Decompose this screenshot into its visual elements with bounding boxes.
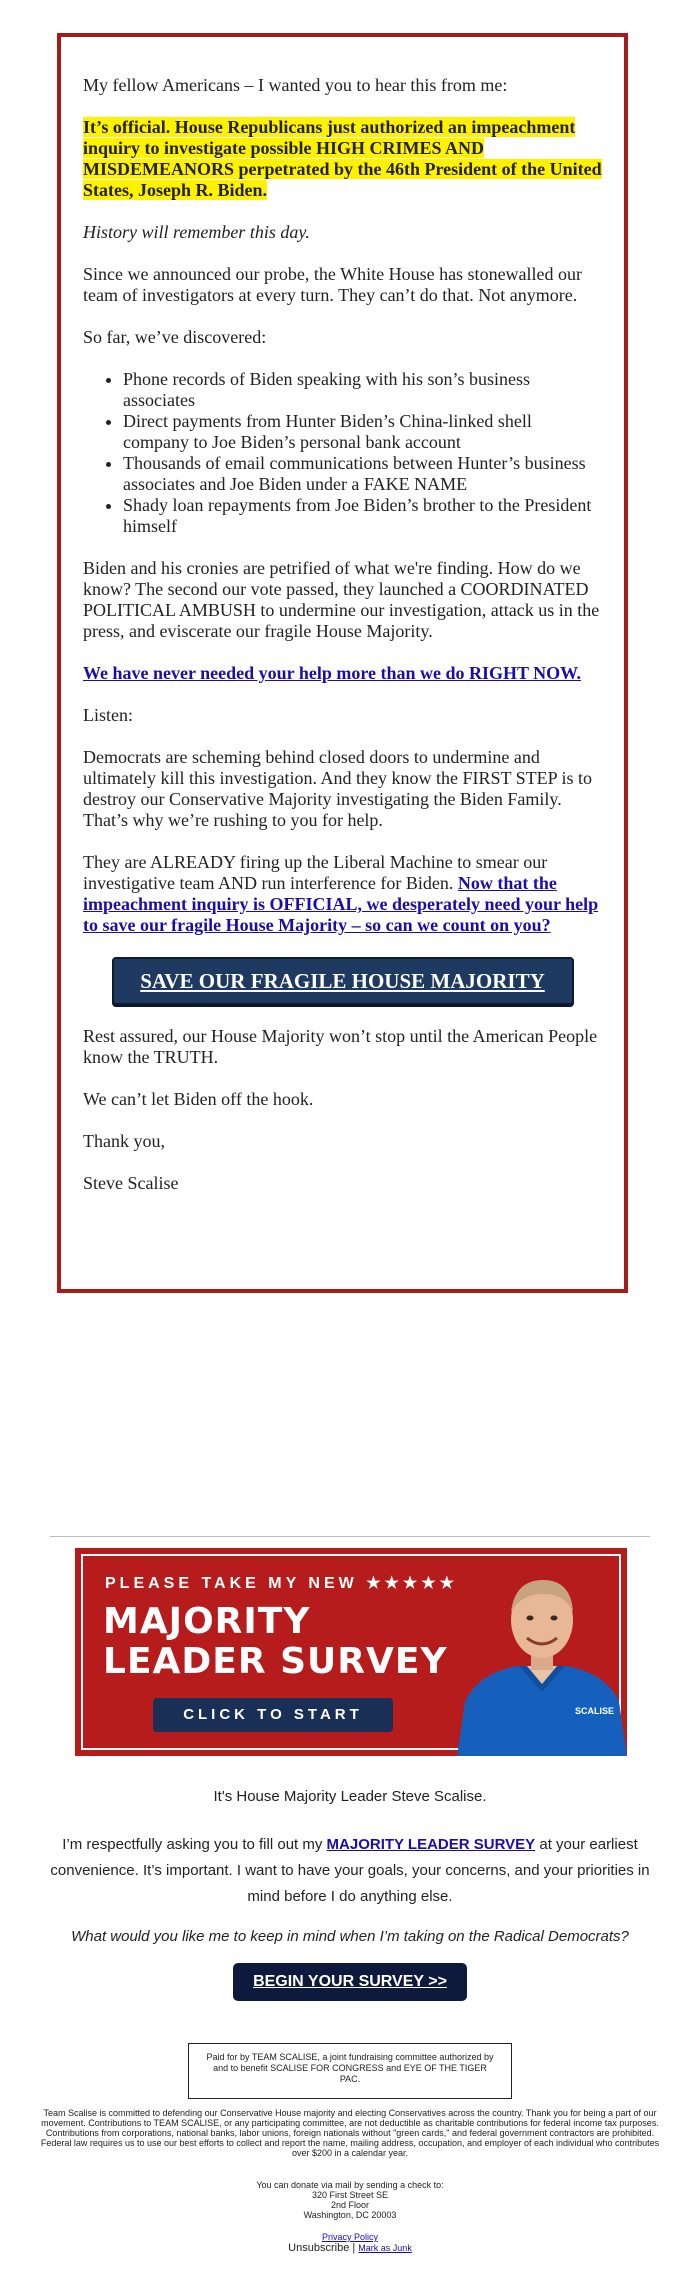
democrats-paragraph: Democrats are scheming behind closed doors to undermine and ultimately kill this investigation. And they know the FIRST STEP is to destroy our Conservative Majority investigating the Biden Family. That’s why we’re rushing to you for help. xyxy=(83,747,593,830)
findings-list xyxy=(83,369,602,537)
stonewall-paragraph: Since we announced our probe, the White House has stonewalled our team of investigators at every turn. They can’t do that. Not anymore. xyxy=(83,264,583,305)
link-separator: | xyxy=(352,2242,356,2254)
history-line: History will remember this day. xyxy=(83,222,310,242)
survey-ask-paragraph xyxy=(40,1832,660,1910)
ask-after: at your earliest convenience. It’s important. I want to have your goals, your concerns, and your priorities in mind before I do anything else. xyxy=(50,1836,650,1905)
paid-for-box: Paid for by TEAM SCALISE, a joint fundraising committee authorized by and to benefit SCALISE FOR CONGRESS and EYE OF THE TIGER PAC. xyxy=(188,2043,512,2099)
footer-links xyxy=(40,2232,660,2254)
banner-line-1: MAJORITY xyxy=(103,1601,311,1642)
banner-line-2: LEADER SURVEY xyxy=(103,1641,448,1682)
cronies-paragraph: Biden and his cronies are petrified of what we're finding. How do we know? The second our vote passed, they launched a COORDINATED POLITICAL AMBUSH to undermine our investigation, attack us in the press, and eviscerate our fragile House Majority. xyxy=(83,558,600,641)
divider xyxy=(50,1536,650,1537)
shirt-logo: SCALISE xyxy=(575,1706,615,1716)
portrait-image xyxy=(457,1562,627,1756)
banner-kicker: PLEASE TAKE MY NEW ★★★★★ xyxy=(105,1575,458,1592)
official-inquiry-link[interactable]: Now that the impeachment inquiry is OFFICIAL, we desperately need your help to save our fragile House Majority – so can we count on you? xyxy=(83,873,599,935)
banner-headline xyxy=(103,1602,448,1682)
finding-item: • Direct payments from Hunter Biden’s China-linked shell company to Joe Biden’s personal bank account xyxy=(123,411,602,453)
liberal-machine-text: They are ALREADY firing up the Liberal Machine to smear our investigative team AND run interference for Biden. xyxy=(83,852,548,893)
rest-assured-paragraph: Rest assured, our House Majority won’t stop until the American People know the TRUTH. xyxy=(83,1026,598,1067)
footer-intro: It's House Majority Leader Steve Scalise. xyxy=(213,1788,487,1805)
letter-card xyxy=(57,33,628,1293)
privacy-policy-link[interactable]: Privacy Policy xyxy=(321,2232,378,2242)
discovered-intro: So far, we’ve discovered: xyxy=(83,327,267,347)
click-to-start-button[interactable]: CLICK TO START xyxy=(153,1698,393,1732)
mark-as-junk-link[interactable]: Mark as Junk xyxy=(358,2243,412,2253)
save-majority-button[interactable]: SAVE OUR FRAGILE HOUSE MAJORITY xyxy=(112,957,574,1005)
ask-before: I’m respectfully asking you to fill out my xyxy=(62,1836,327,1853)
mail-intro: You can donate via mail by sending a check to: xyxy=(256,2180,444,2190)
listen-line: Listen: xyxy=(83,705,133,725)
address-line-3: Washington, DC 20003 xyxy=(303,2210,397,2220)
greeting: My fellow Americans – I wanted you to hear this from me: xyxy=(83,75,508,95)
liberal-machine-paragraph xyxy=(83,852,602,936)
address-line-2: 2nd Floor xyxy=(330,2200,370,2210)
survey-question: What would you like me to keep in mind when I’m taking on the Radical Democrats? xyxy=(71,1928,629,1945)
cta-wrapper xyxy=(83,957,602,1005)
legal-disclaimer: Team Scalise is committed to defending our Conservative House majority and electing Conservatives across the country. Thank you for being a part of our movement. Contributions to TEAM SCALISE, or any participating committee, are not deductible as charitable contributions for federal income tax purposes. Contributions from corporations, national banks, labor unions, foreign nationals without "green cards," and federal government contractors are prohibited. Federal law requires us to use our best efforts to collect and report the name, mailing address, occupation, and employer of each individual who contributes over $200 in a calendar year. xyxy=(40,2108,660,2158)
highlighted-headline: It’s official. House Republicans just authorized an impeachment inquiry to investigate possible HIGH CRIMES AND MISDEMEANORS perpetrated by the 46th President of the United States, Joseph R. Biden. xyxy=(83,117,602,200)
never-needed-paragraph xyxy=(83,663,602,684)
finding-item: • Phone records of Biden speaking with his son’s business associates xyxy=(123,369,602,411)
finding-item: • Shady loan repayments from Joe Biden’s brother to the President himself xyxy=(123,495,602,537)
survey-banner[interactable] xyxy=(75,1548,627,1756)
majority-leader-survey-link[interactable]: MAJORITY LEADER SURVEY xyxy=(326,1836,536,1853)
hook-line: We can’t let Biden off the hook. xyxy=(83,1089,314,1109)
never-needed-link[interactable]: We have never needed your help more than we do RIGHT NOW. xyxy=(83,663,582,683)
begin-survey-button[interactable]: BEGIN YOUR SURVEY >> xyxy=(233,1963,467,2001)
headline-paragraph xyxy=(83,117,602,201)
address-line-1: 320 First Street SE xyxy=(311,2190,389,2200)
thanks-line: Thank you, xyxy=(83,1131,165,1151)
mail-address-block xyxy=(40,2180,660,2220)
finding-item: • Thousands of email communications between Hunter’s business associates and Joe Biden under a FAKE NAME xyxy=(123,453,602,495)
unsubscribe-link[interactable]: Unsubscribe xyxy=(288,2242,350,2254)
signature: Steve Scalise xyxy=(83,1173,179,1193)
